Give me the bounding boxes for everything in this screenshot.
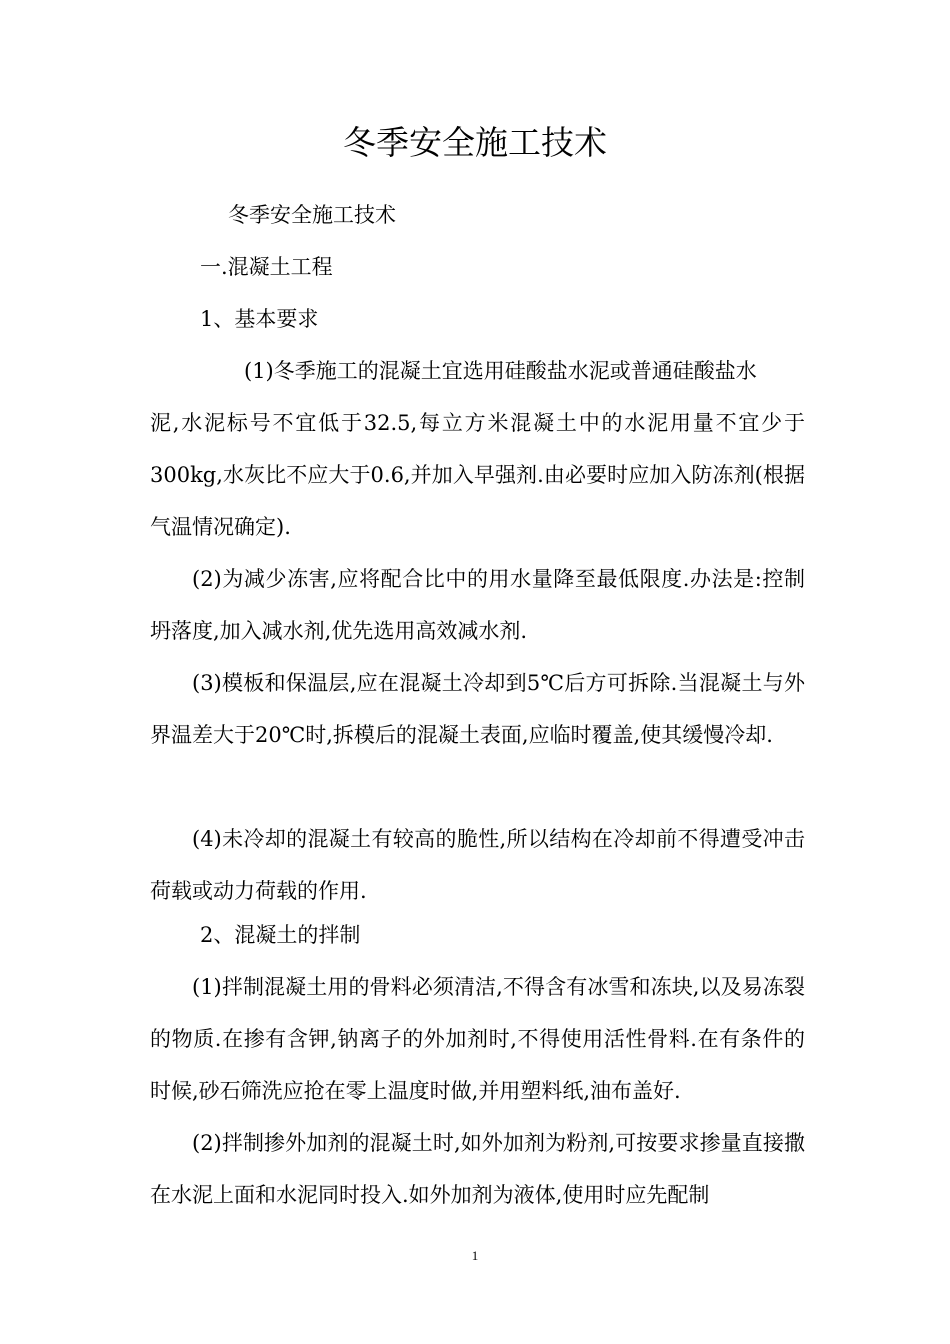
document-subtitle: 冬季安全施工技术: [228, 203, 396, 227]
page-number: 1: [471, 1248, 479, 1263]
paragraph-4: (4)未冷却的混凝土有较高的脆性,所以结构在冷却前不得遭受冲击荷载或动力荷载的作用.: [150, 827, 805, 903]
paragraph-6: (2)拌制掺外加剂的混凝土时,如外加剂为粉剂,可按要求掺量直接撒在水泥上面和水泥同时投入.如外加剂为液体,使用时应先配制: [150, 1131, 805, 1207]
paragraph-1-first-line: (1)冬季施工的混凝土宜选用硅酸盐水泥或普通硅酸盐水: [244, 359, 757, 383]
paragraph-1-continued: 泥,水泥标号不宜低于32.5,每立方米混凝土中的水泥用量不宜少于300kg,水灰比不应大于0.6,并加入早强剂.由必要时应加入防冻剂(根据气温情况确定).: [150, 411, 805, 539]
paragraph-3: (3)模板和保温层,应在混凝土冷却到5℃后方可拆除.当混凝土与外界温差大于20℃时,拆模后的混凝土表面,应临时覆盖,使其缓慢冷却.: [150, 671, 805, 747]
paragraph-2: (2)为减少冻害,应将配合比中的用水量降至最低限度.办法是:控制坍落度,加入减水剂,优先选用高效减水剂.: [150, 567, 805, 643]
subsection-heading-mixing: 2、混凝土的拌制: [200, 923, 361, 947]
paragraph-5: (1)拌制混凝土用的骨料必须清洁,不得含有冰雪和冻块,以及易冻裂的物质.在掺有含钾,钠离子的外加剂时,不得使用活性骨料.在有条件的时候,砂石筛洗应抢在零上温度时做,并用塑料纸,油布盖好.: [150, 975, 805, 1103]
subsection-heading-basic-requirements: 1、基本要求: [200, 307, 319, 331]
section-heading-concrete: 一.混凝土工程: [200, 255, 333, 279]
document-title: 冬季安全施工技术: [343, 123, 607, 162]
